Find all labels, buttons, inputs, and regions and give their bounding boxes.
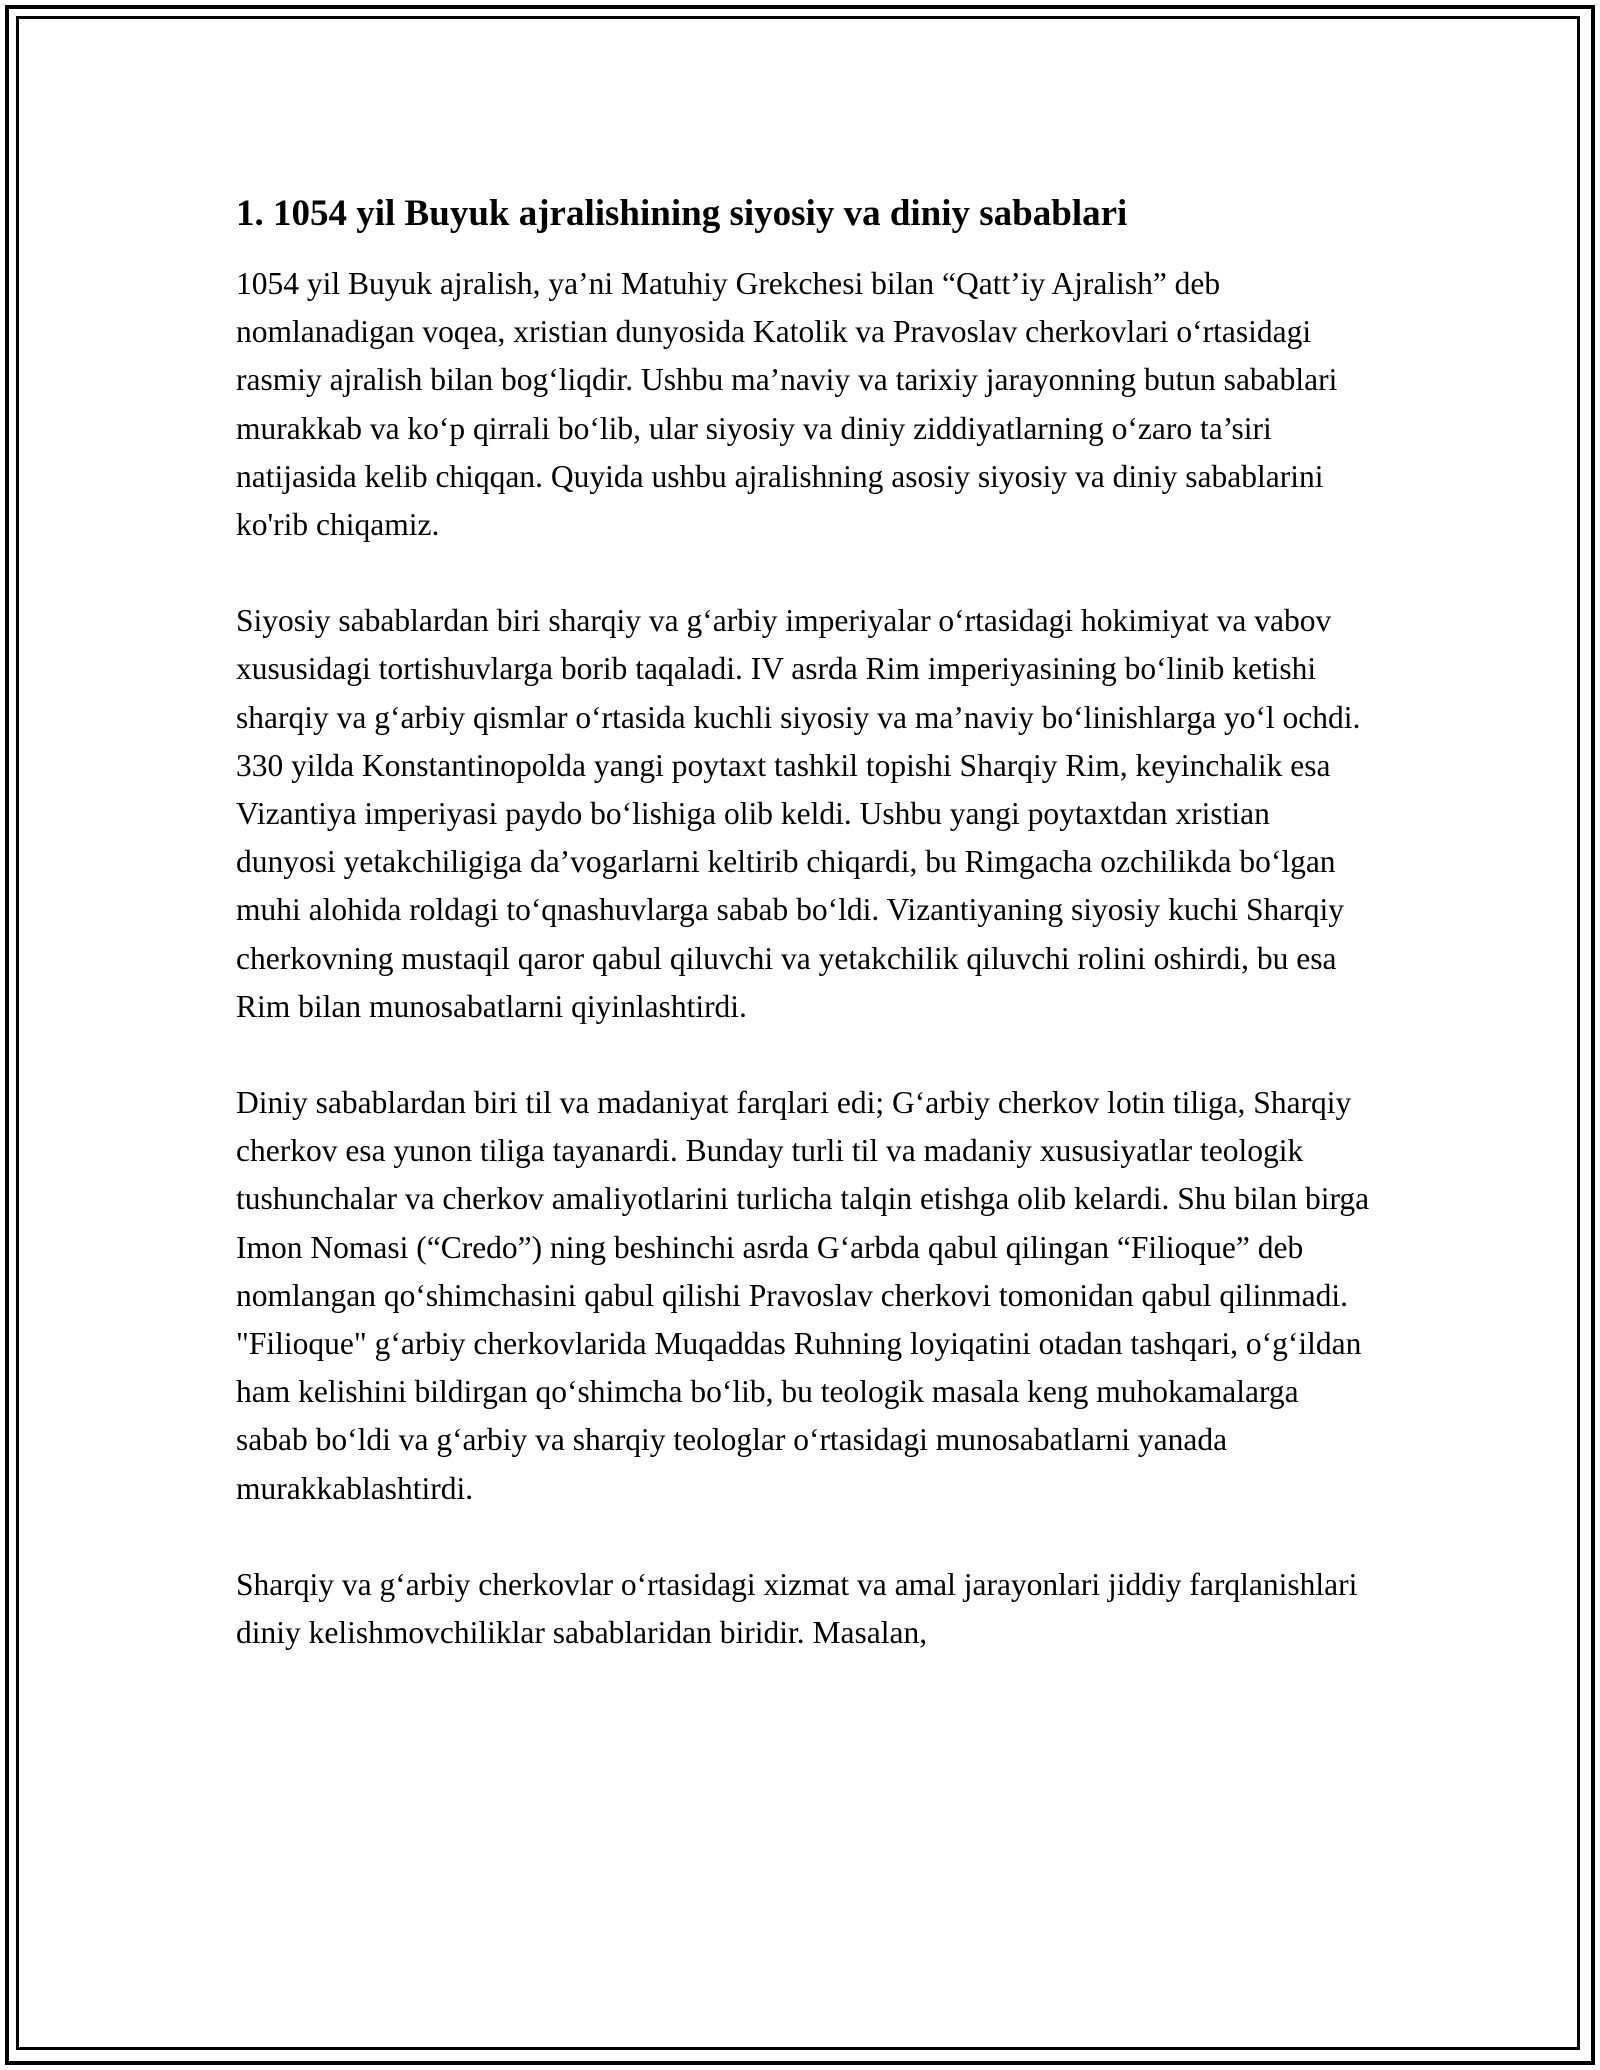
paragraph-religious-causes: Diniy sabablardan biri til va madaniyat farqlari edi; Gʻarbiy cherkov lotin tiliga, Sharqiy cherkov esa yunon tiliga tayanardi. Bunday turli til va madaniy xususiyatlar teologik tushunchalar va cherkov amaliyotlarini turlicha talqin etishga olib kelardi. Shu bilan birga Imon Nomasi (“Credo”) ning beshinchi asrda Gʻarbda qabul qilingan “Filioque” deb nomlangan qoʻshimchasini qabul qilishi Pravoslav cherkovi tomonidan qabul qilinmadi. "Filioque" gʻarbiy cherkovlarida Muqaddas Ruhning loyiqatini otadan tashqari, oʻgʻildan ham kelishini bildirgan qoʻshimcha boʻlib, bu teologik masala keng muhokamalarga sabab boʻldi va gʻarbiy va sharqiy teologlar oʻrtasidagi munosabatlarni yanada murakkablashtirdi. bbox=[236, 1085, 1370, 1506]
section-heading: 1. 1054 yil Buyuk ajralishining siyosiy va diniy sabablari bbox=[236, 193, 1128, 234]
paragraph-intro: 1054 yil Buyuk ajralish, ya’ni Matuhiy Grekchesi bilan “Qatt’iy Ajralish” deb nomlanadigan voqea, xristian dunyosida Katolik va Pravoslav cherkovlari oʻrtasidagi rasmiy ajralish bilan bogʻliqdir. Ushbu ma’naviy va tarixiy jarayonning butun sabablari murakkab va koʻp qirrali boʻlib, ular siyosiy va diniy ziddiyatlarning oʻzaro ta’siri natijasida kelib chiqqan. Quyida ushbu ajralishning asosiy siyosiy va diniy sabablarini ko'rib chiqamiz. bbox=[236, 266, 1338, 543]
document-body bbox=[236, 190, 1376, 1705]
paragraph-liturgical-differences: Sharqiy va gʻarbiy cherkovlar oʻrtasidagi xizmat va amal jarayonlari jiddiy farqlanishlari diniy kelishmovchiliklar sabablaridan biridir. Masalan, bbox=[236, 1566, 1358, 1651]
paragraph-political-causes: Siyosiy sabablardan biri sharqiy va gʻarbiy imperiyalar oʻrtasidagi hokimiyat va vabov xususidagi tortishuvlarga borib taqaladi. IV asrda Rim imperiyasining boʻlinib ketishi sharqiy va gʻarbiy qismlar oʻrtasida kuchli siyosiy va ma’naviy boʻlinishlarga yoʻl ochdi. 330 yilda Konstantinopolda yangi poytaxt tashkil topishi Sharqiy Rim, keyinchalik esa Vizantiya imperiyasi paydo boʻlishiga olib keldi. Ushbu yangi poytaxtdan xristian dunyosi yetakchiligiga da’vogarlarni keltirib chiqardi, bu Rimgacha ozchilikda boʻlgan muhi alohida roldagi toʻqnashuvlarga sabab boʻldi. Vizantiyaning siyosiy kuchi Sharqiy cherkovning mustaqil qaror qabul qiluvchi va yetakchilik qiluvchi rolini oshirdi, bu esa Rim bilan munosabatlarni qiyinlashtirdi. bbox=[236, 603, 1361, 1024]
